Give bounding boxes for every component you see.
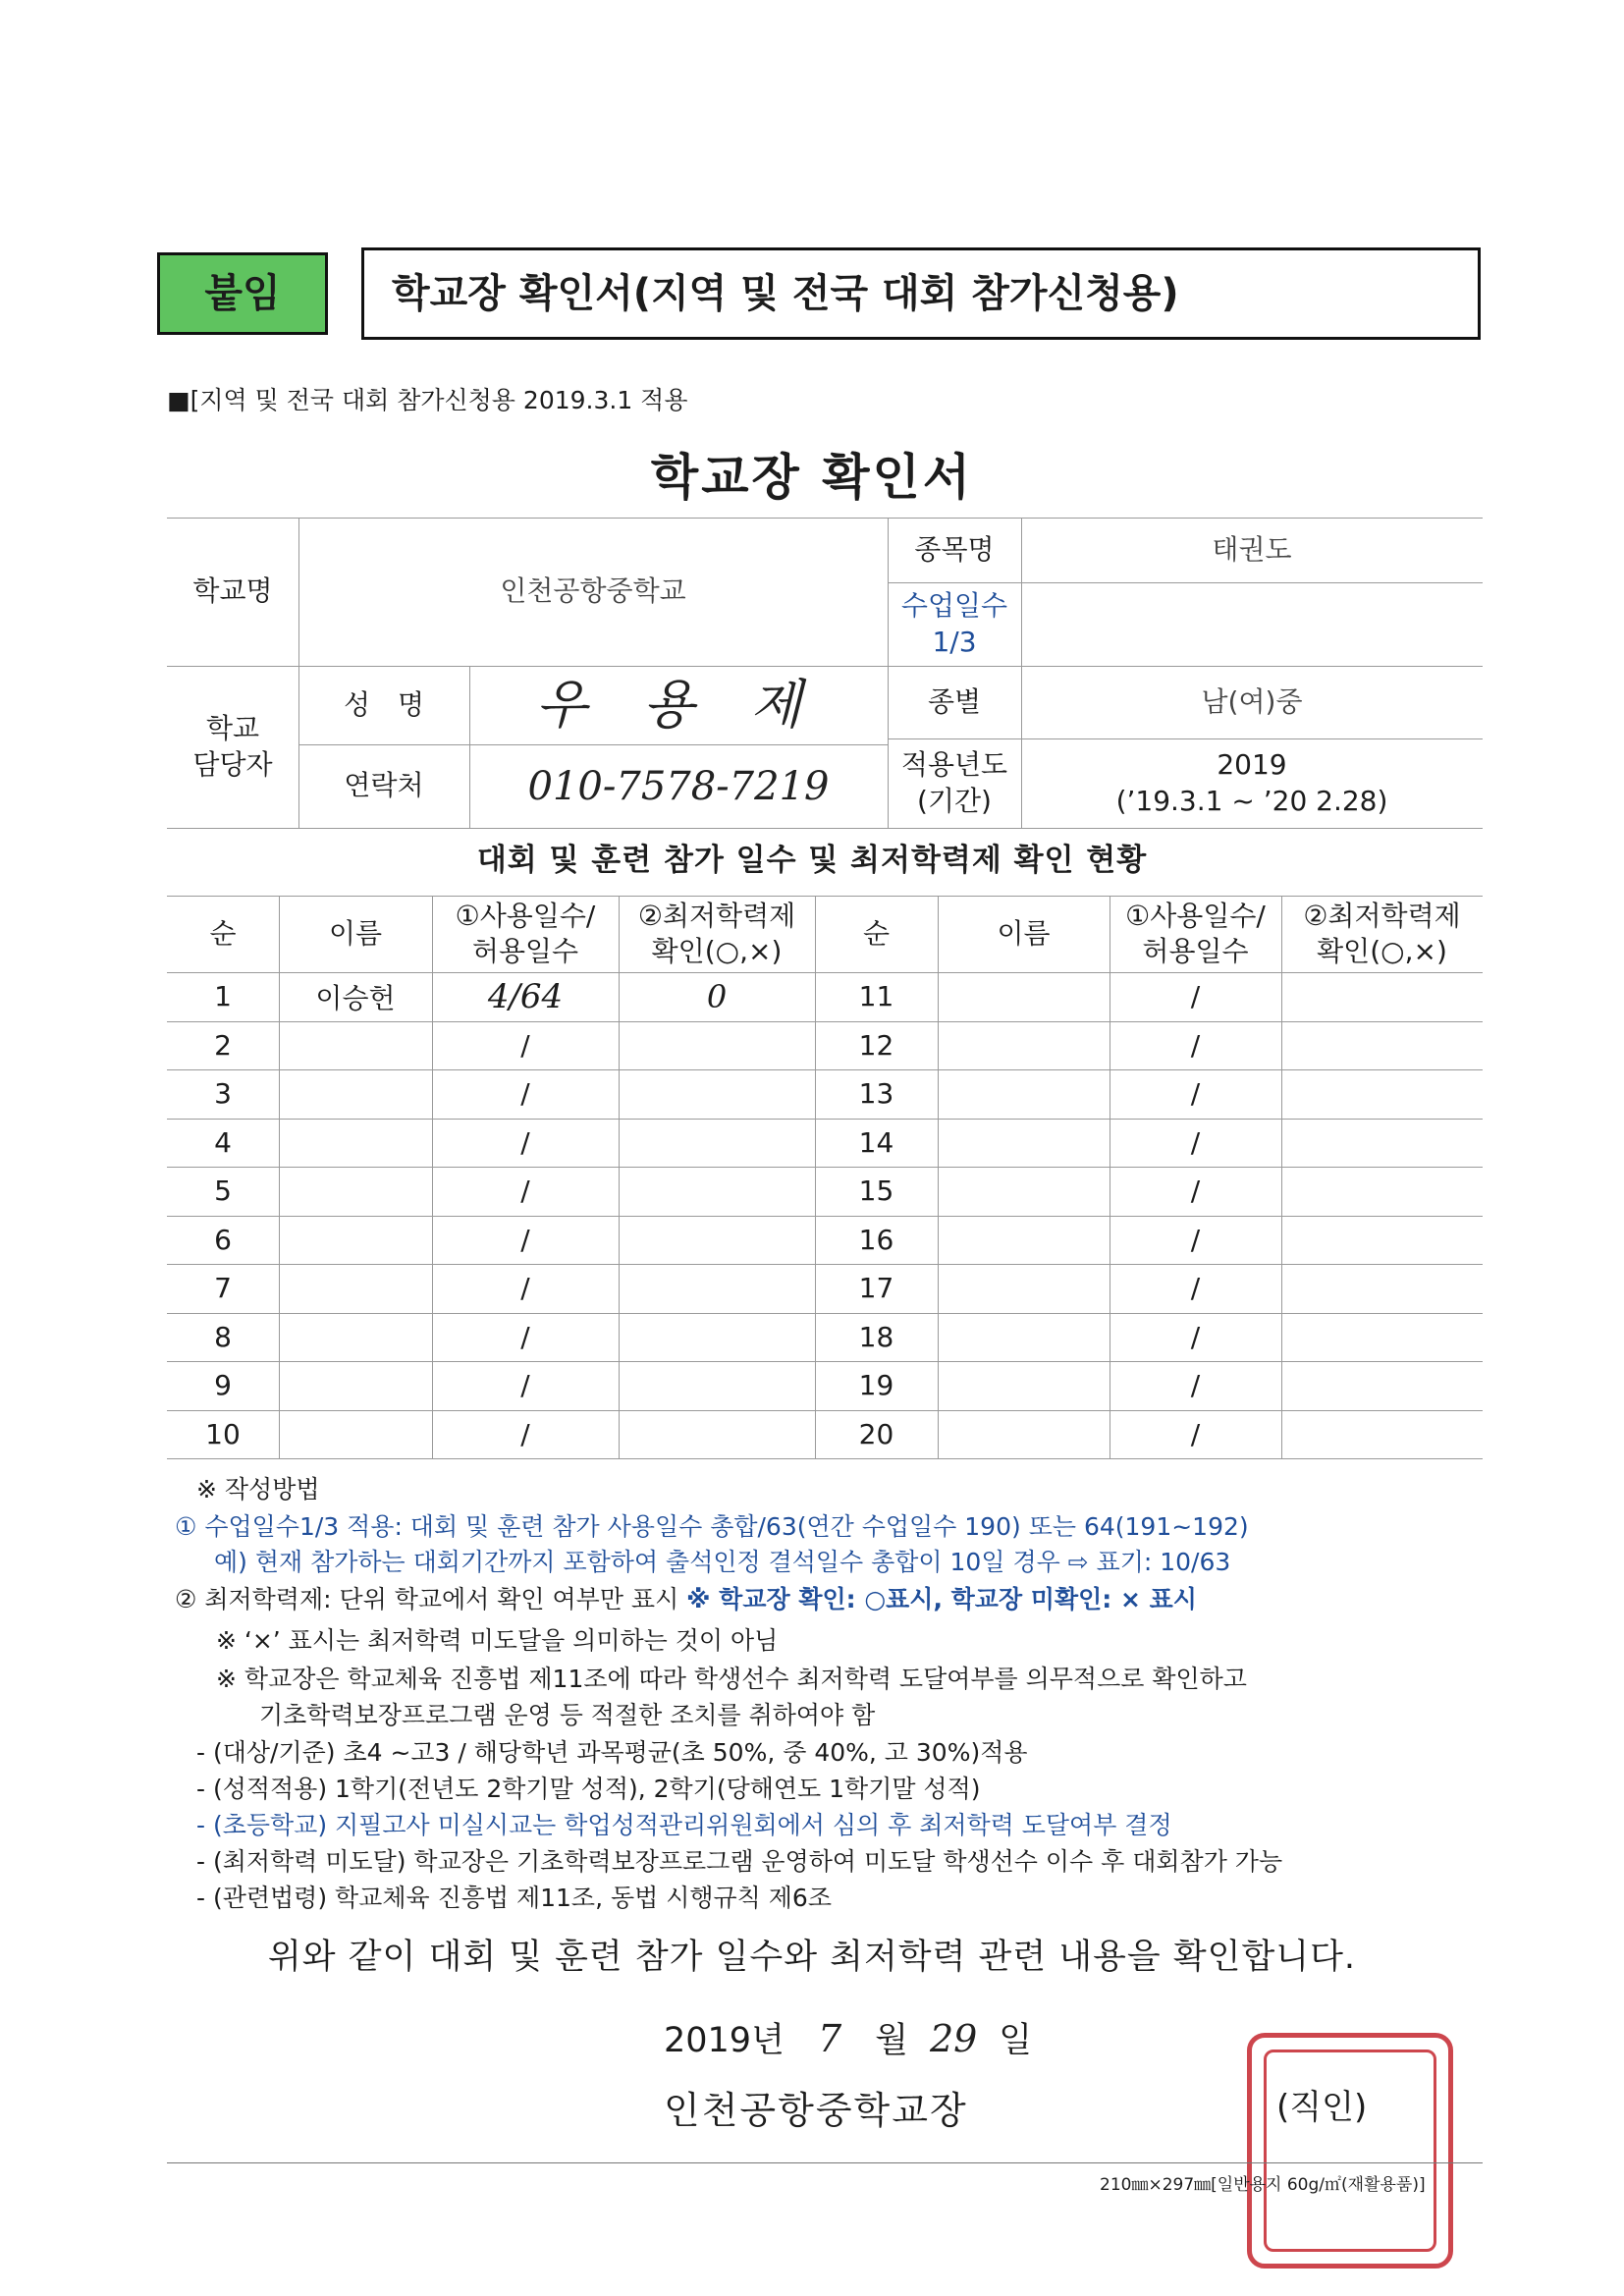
event-value: 태권도 (1212, 532, 1292, 566)
notes-heading: ※ 작성방법 (196, 1475, 320, 1503)
row-days: / (520, 1028, 530, 1062)
row-name (938, 1410, 1110, 1459)
detail-1: - (대상/기준) 초4 ~고3 / 해당학년 과목평균(초 50%, 중 40%, 고 30%)적용 (196, 1738, 1028, 1767)
header-days-line2: 허용일수 (471, 935, 579, 967)
principal-title: 인천공항중학교장 (664, 2089, 968, 2132)
row-check (1281, 972, 1483, 1021)
header-days-line1: ①사용일수/ (455, 899, 596, 932)
event-label: 종목명 (914, 532, 995, 566)
header-name: 이름 (328, 916, 383, 950)
row-days: / (520, 1272, 530, 1305)
row-days: / (1190, 1175, 1201, 1208)
row-number: 7 (214, 1272, 232, 1305)
row-number: 4 (214, 1125, 232, 1159)
row-days: / (1190, 1028, 1201, 1062)
row-name (279, 1216, 432, 1265)
header-days-line2: 허용일수 (1142, 935, 1249, 967)
row-number: 5 (214, 1175, 232, 1208)
header-no: 순 (862, 916, 891, 950)
detail-5: - (관련법령) 학교체육 진흥법 제11조, 동법 시행규칙 제6조 (196, 1884, 832, 1912)
row-name (279, 1021, 432, 1070)
row-days: / (520, 1125, 530, 1159)
detail-2: - (성적적용) 1학기(전년도 2학기말 성적), 2학기(당해연도 1학기말 성적) (196, 1775, 981, 1803)
year-value-line2: (’19.3.1 ~ ’20 2.28) (1115, 784, 1388, 817)
year-label-line1: 적용년도 (900, 748, 1008, 782)
row-check (1281, 1216, 1483, 1265)
detail-3: - (초등학교) 지필고사 미실시교는 학업성적관리위원회에서 심의 후 최저학력 도달여부 결정 (196, 1811, 1172, 1839)
note-1b: 예) 현재 참가하는 대회기간까지 포함하여 출석인정 결석일수 총합이 10일 경우 ⇨ 표기: 10/63 (214, 1548, 1231, 1576)
row-number: 11 (858, 980, 894, 1013)
row-check-handwritten: 0 (706, 977, 728, 1015)
header-no: 순 (209, 916, 237, 950)
manager-label-line2: 담당자 (192, 747, 273, 781)
row-name (938, 1313, 1110, 1362)
row-check (619, 1361, 815, 1410)
row-number: 9 (214, 1369, 232, 1402)
header-days-line1: ①사용일수/ (1125, 899, 1266, 932)
row-days-handwritten: 4/64 (487, 976, 564, 1016)
signed-date (664, 2013, 1032, 2062)
document-title-box: 학교장 확인서(지역 및 전국 대회 참가신청용) (361, 247, 1481, 340)
row-name (938, 1167, 1110, 1216)
manager-label-line1: 학교 (205, 712, 260, 745)
row-number: 13 (858, 1077, 894, 1111)
header-check (1281, 896, 1483, 972)
date-day-label: 일 (999, 2021, 1033, 2060)
school-label: 학교명 (192, 574, 273, 608)
row-name (938, 1216, 1110, 1265)
footer-rule (167, 2162, 1483, 2163)
row-check (619, 1410, 815, 1459)
note-1a: ① 수업일수1/3 적용: 대회 및 훈련 참가 사용일수 총합/63(연간 수업일수 190) 또는 64(191~192) (175, 1512, 1249, 1541)
row-name (279, 1313, 432, 1362)
row-check (1281, 1410, 1483, 1459)
row-days: / (520, 1417, 530, 1450)
note-2-mark: ※ 학교장 확인: ○표시, 학교장 미확인: × 표시 (686, 1585, 1197, 1613)
row-name (938, 972, 1110, 1021)
year-label (888, 738, 1021, 828)
note-3: ※ ‘×’ 표시는 최저학력 미도달을 의미하는 것이 아님 (216, 1626, 779, 1655)
row-check (619, 1021, 815, 1070)
header-check-line2: 확인(○,×) (1317, 935, 1447, 967)
status-title: 대회 및 훈련 참가 일수 및 최저학력제 확인 현황 (476, 843, 1148, 878)
class-days-label (888, 582, 1021, 666)
row-name: 이승헌 (315, 981, 396, 1014)
row-check (1281, 1119, 1483, 1168)
contact-handwritten: 010-7578-7219 (527, 763, 830, 809)
class-days-label-line1: 수업일수 (900, 589, 1008, 623)
row-name (938, 1361, 1110, 1410)
row-name (938, 1021, 1110, 1070)
application-subheading: ■[지역 및 전국 대회 참가신청용 2019.3.1 적용 (167, 386, 688, 414)
header-check (619, 896, 815, 972)
row-number: 17 (858, 1272, 894, 1305)
seal-label: (직인) (1276, 2088, 1368, 2127)
date-month-label: 월 (875, 2021, 908, 2060)
note-2-prefix: ② 최저학력제: 단위 학교에서 확인 여부만 표시 (175, 1585, 679, 1613)
class-days-label-line2: 1/3 (932, 625, 977, 658)
row-number: 2 (214, 1028, 232, 1062)
row-days: / (1190, 980, 1201, 1013)
gender-label: 종별 (927, 684, 982, 718)
row-check (619, 1069, 815, 1119)
attachment-badge: 붙임 (157, 252, 328, 335)
name-label: 성 명 (343, 687, 425, 721)
class-days-value (1021, 582, 1483, 666)
row-name (279, 1361, 432, 1410)
manager-label (167, 666, 298, 828)
row-number: 1 (214, 980, 232, 1013)
row-number: 6 (214, 1223, 232, 1256)
row-number: 20 (858, 1417, 894, 1450)
rule (167, 828, 1483, 829)
header-check-line1: ②최저학력제 (1303, 899, 1461, 932)
row-number: 18 (858, 1320, 894, 1353)
row-number: 19 (858, 1369, 894, 1402)
row-check (1281, 1264, 1483, 1313)
row-days: / (520, 1320, 530, 1353)
paper-spec-footer: 210㎜×297㎜[일반용지 60g/㎡(재활용품)] (1100, 2175, 1426, 2195)
gender-value: 남(여)중 (1201, 684, 1303, 718)
row-days: / (1190, 1320, 1201, 1353)
row-number: 3 (214, 1077, 232, 1111)
date-day-handwritten: 29 (929, 2017, 978, 2060)
row-check (619, 1313, 815, 1362)
row-name (279, 1119, 432, 1168)
row-check (619, 1216, 815, 1265)
row-name (938, 1264, 1110, 1313)
date-month-handwritten: 7 (817, 2017, 842, 2060)
row-days: / (1190, 1272, 1201, 1305)
row-check (1281, 1021, 1483, 1070)
contact-label: 연락처 (344, 769, 424, 802)
rule (167, 1458, 1483, 1459)
detail-4: - (최저학력 미도달) 학교장은 기초학력보장프로그램 운영하여 미도달 학생선수 이수 후 대회참가 가능 (196, 1847, 1283, 1876)
row-days: / (520, 1175, 530, 1208)
row-name (938, 1119, 1110, 1168)
row-check (619, 1264, 815, 1313)
note-4b: 기초학력보장프로그램 운영 등 적절한 조치를 취하여야 함 (259, 1701, 876, 1729)
year-label-line2: (기간) (917, 784, 992, 817)
manager-name-handwritten: 우 용 제 (535, 673, 822, 736)
school-value: 인천공항중학교 (500, 574, 686, 608)
row-days: / (1190, 1417, 1201, 1450)
note-2 (175, 1580, 1197, 1615)
date-year: 2019년 (664, 2021, 785, 2060)
row-days: / (1190, 1223, 1201, 1256)
row-number: 14 (858, 1125, 894, 1159)
row-name (279, 1410, 432, 1459)
header-days (1110, 896, 1281, 972)
header-check-line2: 확인(○,×) (651, 935, 783, 967)
row-days: / (520, 1369, 530, 1402)
year-value-line1: 2019 (1217, 748, 1287, 782)
row-check (619, 1167, 815, 1216)
row-check (1281, 1069, 1483, 1119)
header-check-line1: ②최저학력제 (637, 899, 796, 932)
main-title: 학교장 확인서 (650, 449, 974, 506)
row-number: 10 (205, 1417, 241, 1450)
row-name (279, 1069, 432, 1119)
header-days (432, 896, 619, 972)
row-check (619, 1119, 815, 1168)
row-number: 16 (858, 1223, 894, 1256)
row-days: / (1190, 1125, 1201, 1159)
year-value (1021, 738, 1483, 828)
note-4a: ※ 학교장은 학교체육 진흥법 제11조에 따라 학생선수 최저학력 도달여부를 의무적으로 확인하고 (216, 1665, 1247, 1693)
confirmation-statement: 위와 같이 대회 및 훈련 참가 일수와 최저학력 관련 내용을 확인합니다. (267, 1938, 1357, 1977)
row-days: / (1190, 1369, 1201, 1402)
row-name (279, 1167, 432, 1216)
row-check (1281, 1313, 1483, 1362)
row-name (938, 1069, 1110, 1119)
row-days: / (520, 1077, 530, 1111)
row-number: 8 (214, 1320, 232, 1353)
official-seal-stamp (1247, 2033, 1453, 2269)
row-days: / (1190, 1077, 1201, 1111)
header-name: 이름 (997, 916, 1051, 950)
row-number: 12 (858, 1028, 894, 1062)
row-days: / (520, 1223, 530, 1256)
row-check (1281, 1361, 1483, 1410)
row-number: 15 (858, 1175, 894, 1208)
row-check (1281, 1167, 1483, 1216)
row-name (279, 1264, 432, 1313)
